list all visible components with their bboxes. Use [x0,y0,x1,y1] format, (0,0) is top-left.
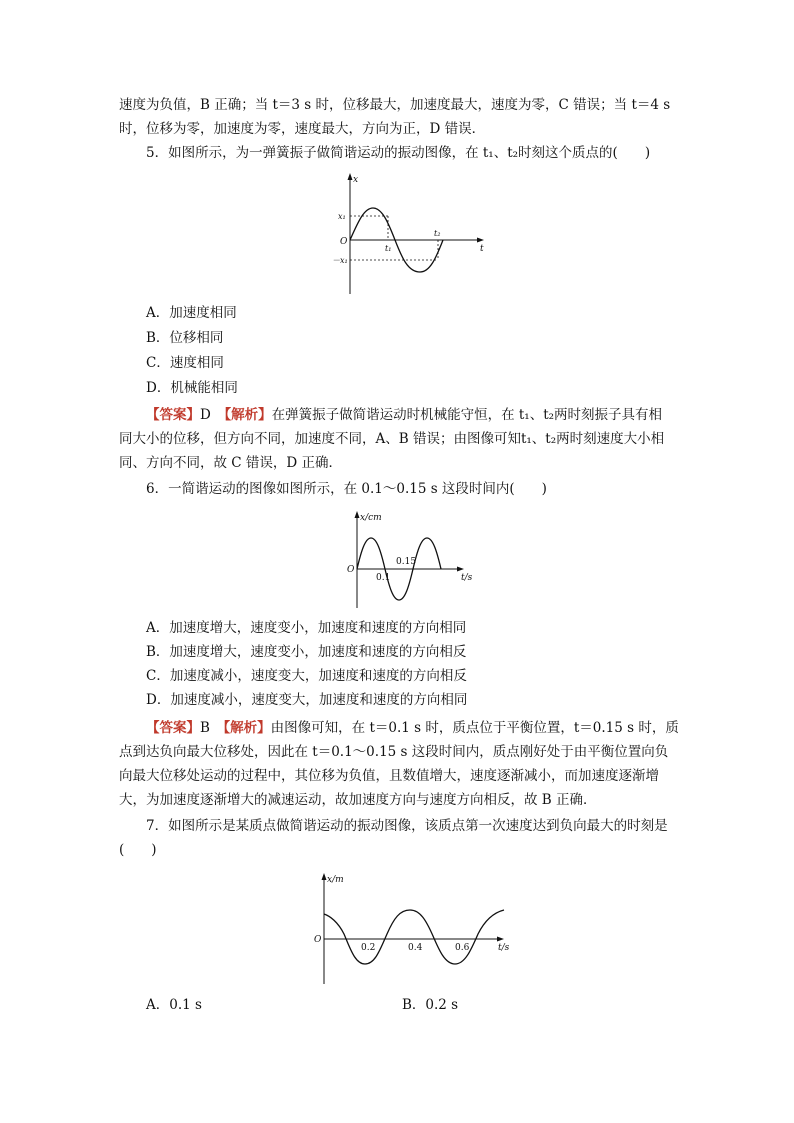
q6-option-b: B．加速度增大，速度变小，加速度和速度的方向相反 [146,644,467,660]
q6-y-axis-label: x/cm [360,513,382,523]
q6-option-c: C．加速度减小，速度变大，加速度和速度的方向相反 [146,668,467,684]
q7-tick-0-6: 0.6 [455,943,470,953]
q5-analysis-tag: 【解析】 [224,407,272,423]
q5-x-axis-label: t [480,244,484,254]
q6-analysis-tag: 【解析】 [223,720,271,736]
q5-t2-label: t₂ [434,229,441,238]
q7-tick-0-2: 0.2 [361,943,376,953]
q6-analysis-line-3: 向最大位移处运动的过程中，其位移为负值，且数值增大，速度逐渐减小，而加速度逐渐增 [119,768,659,784]
q5-option-d: D．机械能相同 [146,380,238,396]
q5-stem: 5．如图所示，为一弹簧振子做简谐运动的振动图像，在 t₁、t₂时刻这个质点的( ) [146,145,651,161]
q5-analysis-line-3: 同、方向不同，故 C 错误，D 正确． [119,455,343,471]
q7-stem-line-1: 7．如图所示是某质点做简谐运动的振动图像，该质点第一次速度达到负向最大的时刻是 [146,818,668,834]
q6-origin-label: O [347,565,355,575]
q6-stem: 6．一简谐运动的图像如图所示，在 0.1～0.15 s 这段时间内( ) [146,481,547,497]
q6-analysis-line-4: 大，为加速度逐渐增大的减速运动，故加速度方向与速度方向相反，故 B 正确． [119,792,597,808]
q6-figure [340,508,480,610]
q5-answer: D [200,407,211,423]
q7-stem-line-2: ( ) [119,842,157,858]
q5-analysis-line-2: 同大小的位移，但方向不同，加速度不同，A、B 错误；由图像可知t₁、t₂两时刻速度大小相 [119,431,665,447]
q5-x1-label: x₁ [338,212,346,221]
q6-analysis-line-1 [146,717,706,740]
q6-analysis-text-1: 由图像可知，在 t＝0.1 s 时，质点位于平衡位置，t＝0.15 s 时，质 [270,720,679,736]
q6-tick-0-15: 0.15 [396,557,417,567]
q7-x-axis-label: t/s [498,943,510,953]
q5-neg-x1-label: －x₁ [332,256,348,265]
q6-analysis-line-2: 点到达负向最大位移处，因此在 t＝0.1～0.15 s 这段时间内，质点刚好处于由平衡位置向负 [119,744,669,760]
q6-answer: B [200,720,210,736]
q5-y-axis-label: x [353,175,359,185]
q5-option-b: B．位移相同 [146,330,224,346]
q5-figure [330,170,500,298]
intro-line-2: 时，位移为零，加速度为零，速度最大，方向为正，D 错误． [119,121,486,137]
q6-tick-0-1: 0.1 [376,573,391,583]
q6-x-axis-label: t/s [461,573,473,583]
q5-analysis-line-1 [146,404,706,427]
q5-origin-label: O [340,237,348,247]
q7-y-axis-label: x/m [327,875,344,885]
q6-option-a: A．加速度增大，速度变小，加速度和速度的方向相同 [146,620,467,636]
q6-answer-tag: 【答案】 [146,720,200,736]
q7-origin-label: O [314,935,322,945]
q7-option-a: A．0.1 s [146,997,202,1013]
q5-option-c: C．速度相同 [146,355,224,371]
q7-option-b: B．0.2 s [402,997,459,1013]
q7-tick-0-4: 0.4 [408,943,423,953]
q7-figure [312,870,512,986]
q5-answer-tag: 【答案】 [146,407,200,423]
q6-option-d: D．加速度减小，速度变大，加速度和速度的方向相同 [146,692,468,708]
q5-t1-label: t₁ [385,244,392,253]
q5-analysis-text-1: 在弹簧振子做简谐运动时机械能守恒，在 t₁、t₂两时刻振子具有相 [271,407,663,423]
intro-line-1: 速度为负值，B 正确；当 t＝3 s 时，位移最大，加速度最大，速度为零，C 错误；当 t＝4 s [119,97,671,113]
q5-option-a: A．加速度相同 [146,305,237,321]
